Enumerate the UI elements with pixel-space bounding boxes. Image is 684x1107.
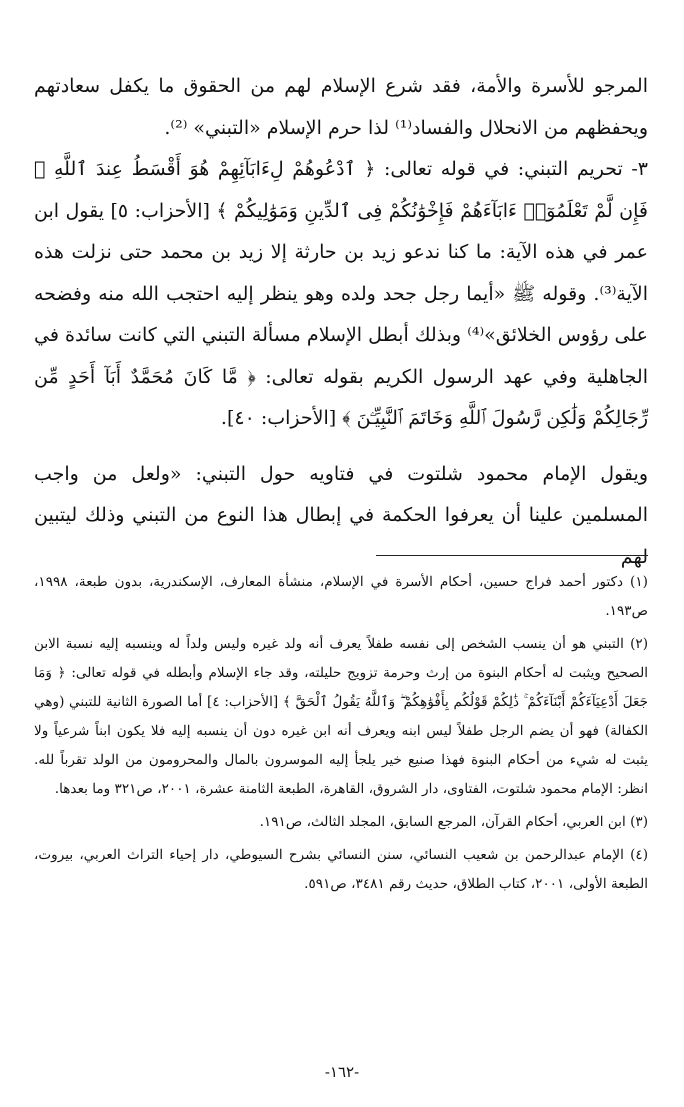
footnote-2 (34, 630, 648, 804)
footnote-text: ابن العربي، أحكام القرآن، المرجع السابق، المجلد الثالث، ص١٩١. (259, 814, 626, 830)
page-number: -١٦٢- (324, 1063, 360, 1081)
footnote-number: (١) (630, 574, 648, 590)
footnote-number: (٣) (630, 814, 648, 830)
footnote-text: الإمام عبدالرحمن بن شعيب النسائي، سنن النسائي بشرح السيوطي، دار إحياء التراث العربي، بيروت، الطبعة الأولى، ٢٠٠١، كتاب الطلاق، حديث رقم ٣٤٨١، ص٥٩١. (34, 847, 648, 892)
footnote-1 (34, 568, 648, 626)
footnote-divider (376, 555, 648, 556)
footnote-3 (34, 808, 648, 837)
footnotes (34, 568, 648, 903)
footnote-text: دكتور أحمد فراج حسين، أحكام الأسرة في الإسلام، منشأة المعارف، الإسكندرية، بدون طبعة، ١٩٩٨، ص١٩٣. (34, 574, 648, 619)
footnote-number: (٤) (630, 847, 649, 863)
main-text (34, 66, 648, 578)
footnote-4 (34, 841, 648, 899)
footnote-number: (٢) (630, 636, 648, 652)
footnote-text: التبني هو أن ينسب الشخص إلى نفسه طفلاً يعرف أنه ولد غيره وليس ولداً له وينسبه إليه نسبة الابن الصحيح ويثبت له أحكام البنوة من إرث وحرمة تزويج حليلته، وقد جاء الإسلام وأبطله في قوله تعالى: ﴿ وَمَا جَعَلَ أَدْعِيَآءَكُمْ أَبْنَآءَكُمْ ۚ ذَٰلِكُمْ قَوْلُكُم بِأَفْوَٰهِكُمْ ۖ وَٱللَّهُ يَقُولُ ٱلْحَقَّ ﴾ [الأحزاب: ٤] أما الصورة الثانية للتبني (وهي الكفالة) فهو أن يضم الرجل طفلاً ليس ابنه ويعرف أنه ابن غيره دون أن ينسبه إليه فلا يكون ابناً شرعياً ولا يثبت له شيء من أحكام البنوة فهذا صنيع خير يلجأ إليه الموسرون بالمال والمحرومون من الولد تقرباً لله. انظر: الإمام محمود شلتوت، الفتاوى، دار الشروق، القاهرة، الطبعة الثامنة عشرة، ٢٠٠١، ص٣٢١ وما بعدها. (34, 636, 648, 797)
paragraph-1: المرجو للأسرة والأمة، فقد شرع الإسلام لهم من الحقوق ما يكفل سعادتهم ويحفظهم من الانحلال والفساد⁽¹⁾ لذا حرم الإسلام «التبني» ⁽²⁾. (34, 75, 648, 139)
paragraph-2: ٣- تحريم التبني: في قوله تعالى: ﴿ ٱدْعُوهُمْ لِءَابَآئِهِمْ هُوَ أَقْسَطُ عِندَ ٱللَّهِ ۚ فَإِن لَّمْ تَعْلَمُوٓا۟ ءَابَآءَهُمْ فَإِخْوَٰنُكُمْ فِى ٱلدِّينِ وَمَوَٰلِيكُمْ ﴾ [الأحزاب: ٥] يقول ابن عمر في هذه الآية: ما كنا ندعو زيد بن حارثة إلا زيد بن محمد حتى نزلت هذه الآية⁽³⁾. وقوله ﷺ «أيما رجل جحد ولده وهو ينظر إليه احتجب الله منه وفضحه على رؤوس الخلائق»⁽⁴⁾ وبذلك أبطل الإسلام مسألة التبني التي كانت سائدة في الجاهلية وفي عهد الرسول الكريم بقوله تعالى: ﴿ مَّا كَانَ مُحَمَّدٌ أَبَآ أَحَدٍ مِّن رِّجَالِكُمْ وَلَٰكِن رَّسُولَ ٱللَّهِ وَخَاتَمَ ٱلنَّبِيِّـۧنَ ﴾ [الأحزاب: ٤٠]. (34, 158, 649, 429)
paragraph-3: ويقول الإمام محمود شلتوت في فتاويه حول التبني: «ولعل من واجب المسلمين علينا أن يعرفوا الحكمة في إبطال هذا النوع من التبني وذلك ليتبين لهم (34, 462, 649, 568)
